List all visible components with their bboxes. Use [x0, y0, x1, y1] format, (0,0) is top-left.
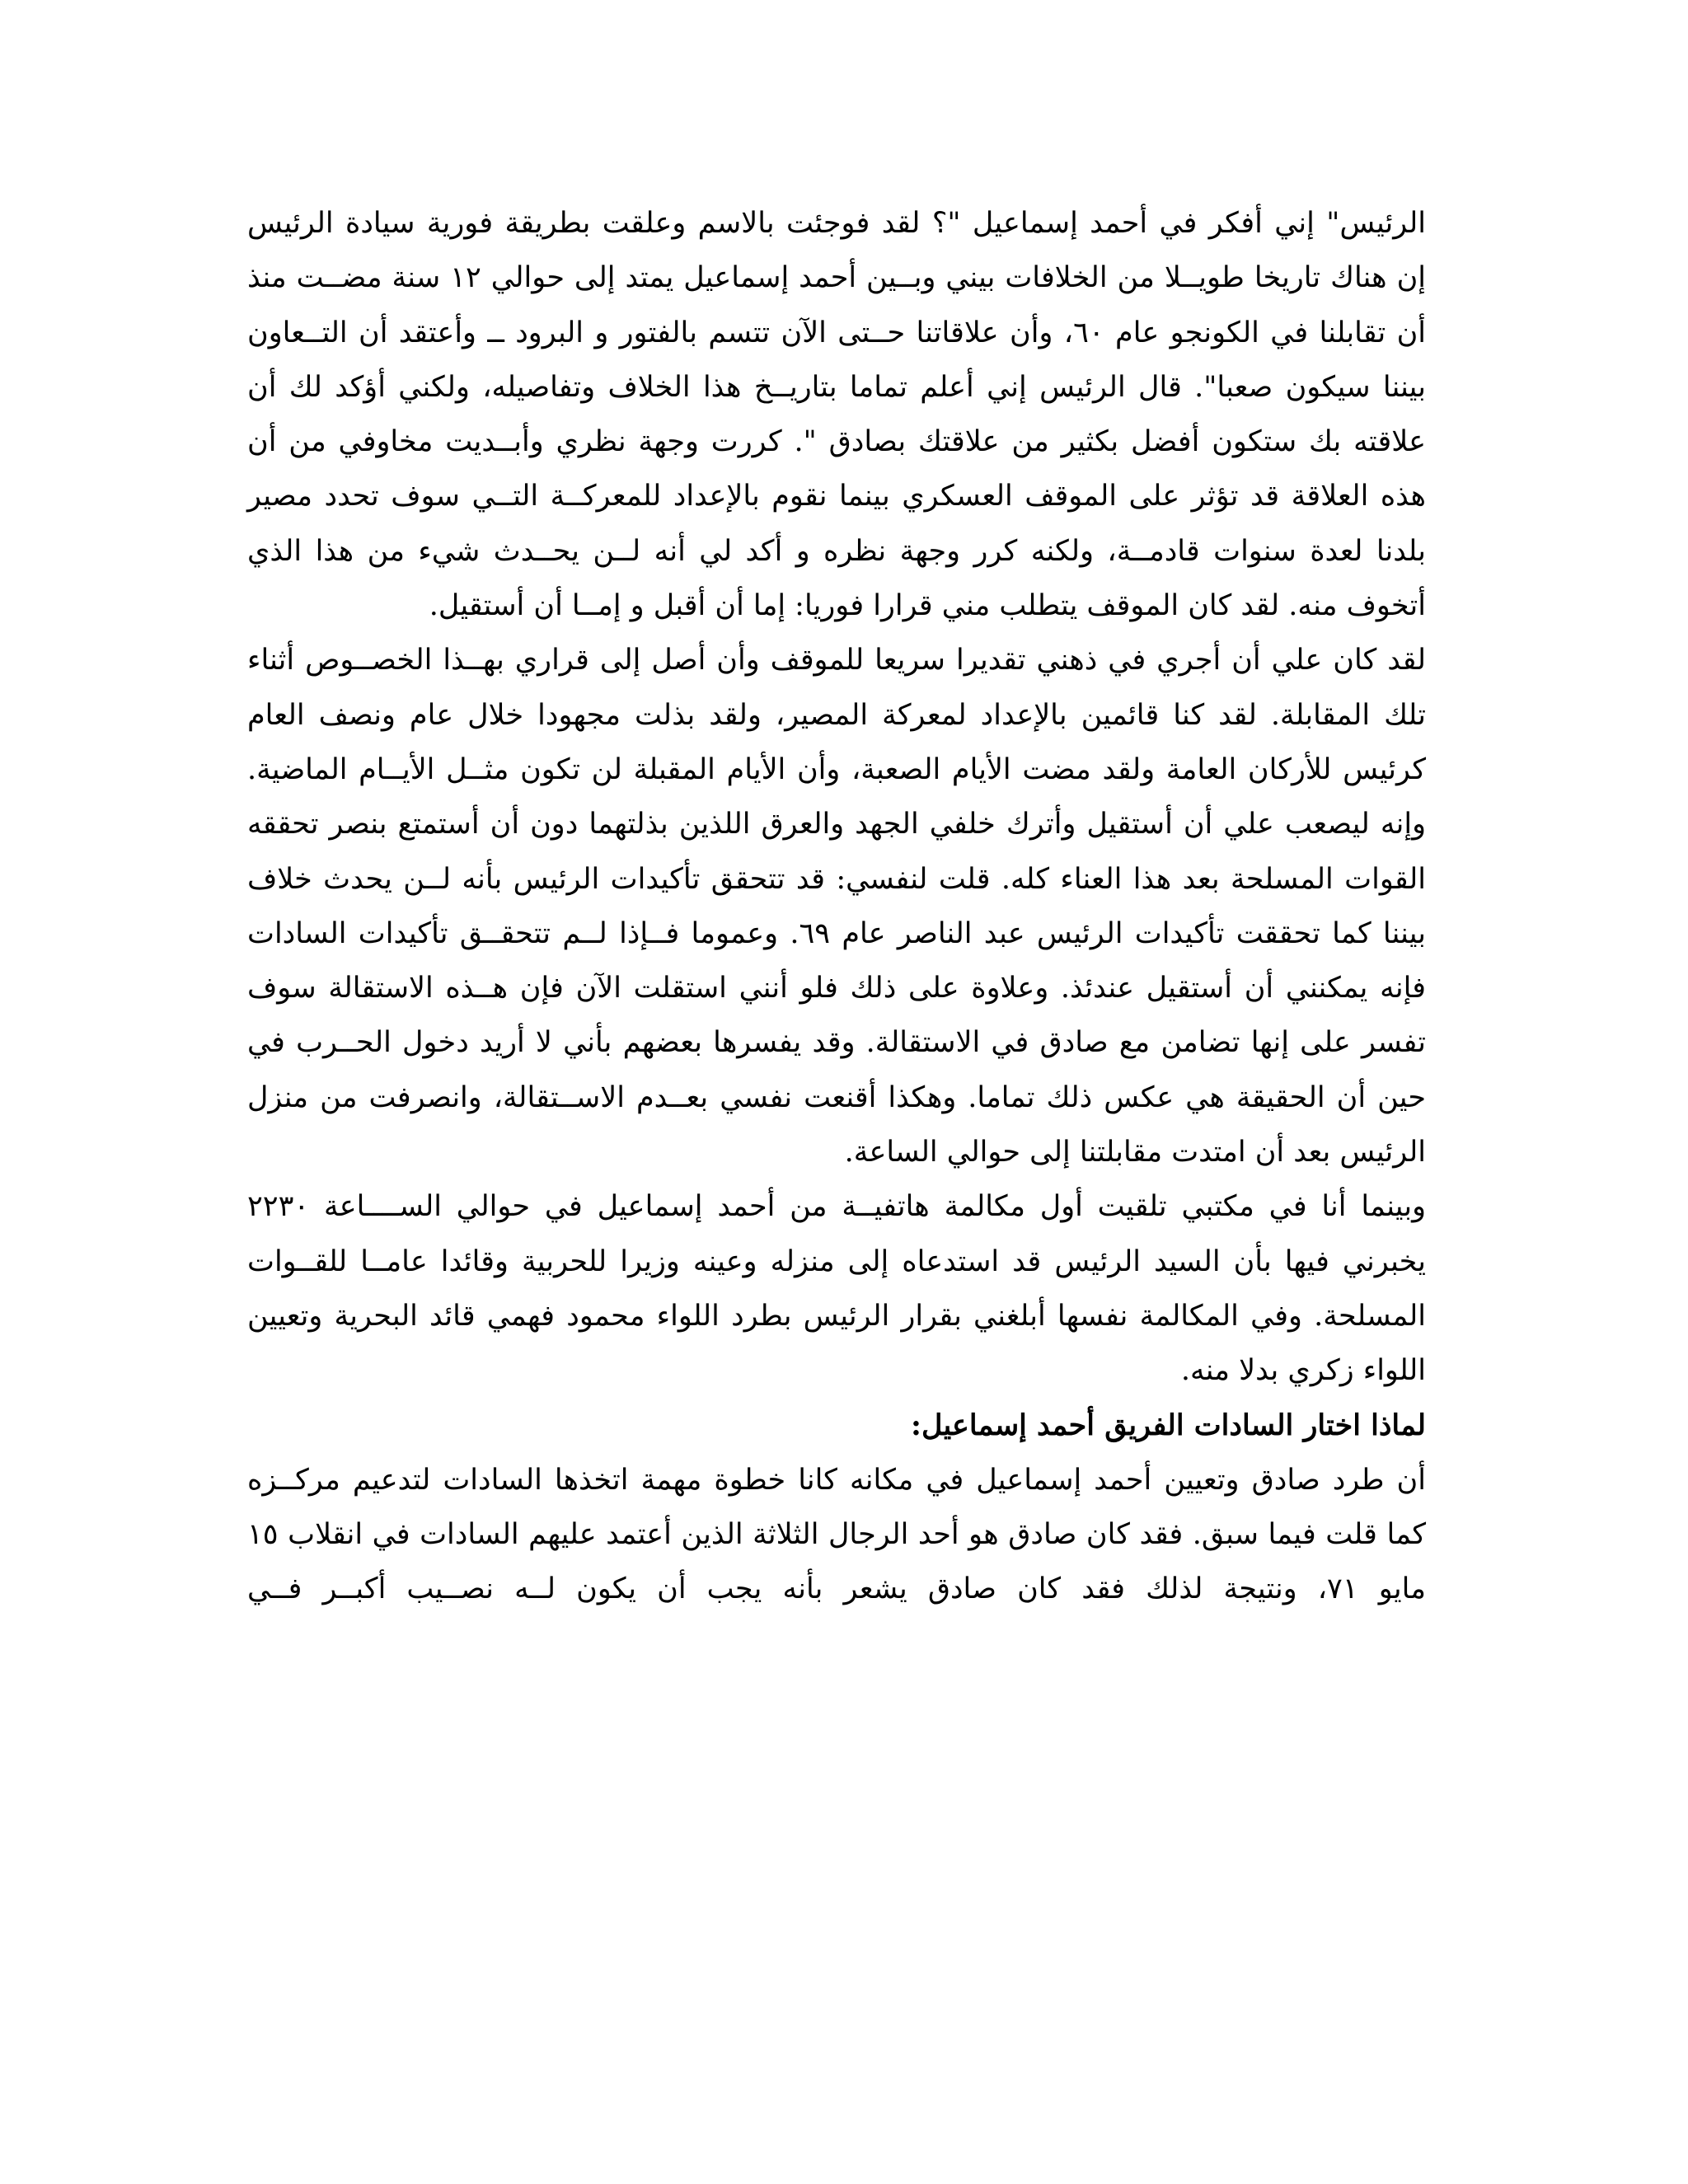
paragraph-sadat-reasons: أن طرد صادق وتعيين أحمد إسماعيل في مكانه كانا خطوة مهمة اتخذها السادات لتدعيم مركــزه كما قلت فيما سبق. فقد كان صادق هو أحد الرجال الثلاثة الذين أعتمد عليهم السادات في انقلاب ١٥ مايو ٧١، ونتيجة لذلك فقد كان صادق يشعر بأنه يجب أن يكون لــه نصــيب أكبــر فــي — [247, 1463, 1426, 1606]
paragraph-ismail-appointment-discussion: الرئيس" إني أفكر في أحمد إسماعيل "؟ لقد فوجئت بالاسم وعلقت بطريقة فورية سيادة الرئيس إن هناك تاريخا طويــلا من الخلافات بيني وبــين أحمد إسماعيل يمتد إلى حوالي ١٢ سنة مضــت منذ أن تقابلنا في الكونجو عام ٦٠، وأن علاقاتنا حــتى الآن تتسم بالفتور و البرود ــ وأعتقد أن التــعاون بيننا سيكون صعبا". قال الرئيس إني أعلم تماما بتاريــخ هذا الخلاف وتفاصيله، ولكني أؤكد لك أن علاقته بك ستكون أفضل بكثير من علاقتك بصادق ". كررت وجهة نظري وأبــديت مخاوفي من أن هذه العلاقة قد تؤثر على الموقف العسكري بينما نقوم بالإعداد للمعركــة التــي سوف تحدد مصير بلدنا لعدة سنوات قادمــة، ولكنه كرر وجهة نظره و أكد لي أنه لــن يحــدث شيء من هذا الذي أتخوف منه. لقد كان الموقف يتطلب مني قرارا فوريا: إما أن أقبل و إمــا أن أستقيل. — [247, 207, 1426, 623]
document-body — [247, 196, 1426, 1617]
paragraph-phone-call: وبينما أنا في مكتبي تلقيت أول مكالمة هاتفيــة من أحمد إسماعيل في حوالي الســــاعة ٢٢٣٠ يخبرني فيها بأن السيد الرئيس قد استدعاه إلى منزله وعينه وزيرا للحربية وقائدا عامــا للقــوات المسلحة. وفي المكالمة نفسها أبلغني بقرار الرئيس بطرد اللواء محمود فهمي قائد البحرية وتعيين اللواء زكري بدلا منه. — [247, 1190, 1426, 1388]
paragraph-decision-not-to-resign: لقد كان علي أن أجري في ذهني تقديرا سريعا للموقف وأن أصل إلى قراري بهــذا الخصــوص أثناء تلك المقابلة. لقد كنا قائمين بالإعداد لمعركة المصير، ولقد بذلت مجهودا خلال عام ونصف العام كرئيس للأركان العامة ولقد مضت الأيام الصعبة، وأن الأيام المقبلة لن تكون مثــل الأيــام الماضية. وإنه ليصعب علي أن أستقيل وأترك خلفي الجهد والعرق اللذين بذلتهما دون أن أستمتع بنصر تحققه القوات المسلحة بعد هذا العناء كله. قلت لنفسي: قد تتحقق تأكيدات الرئيس بأنه لــن يحدث خلاف بيننا كما تحققت تأكيدات الرئيس عبد الناصر عام ٦٩. وعموما فــإذا لــم تتحقــق تأكيدات السادات فإنه يمكنني أن أستقيل عندئذ. وعلاوة على ذلك فلو أنني استقلت الآن فإن هــذه الاستقالة سوف تفسر على إنها تضامن مع صادق في الاستقالة. وقد يفسرها بعضهم بأني لا أريد دخول الحــرب في حين أن الحقيقة هي عكس ذلك تماما. وهكذا أقنعت نفسي بعــدم الاســتقالة، وانصرفت من منزل الرئيس بعد أن امتدت مقابلتنا إلى حوالي الساعة. — [247, 644, 1427, 1169]
section-heading: لماذا اختار السادات الفريق أحمد إسماعيل: — [911, 1408, 1426, 1442]
